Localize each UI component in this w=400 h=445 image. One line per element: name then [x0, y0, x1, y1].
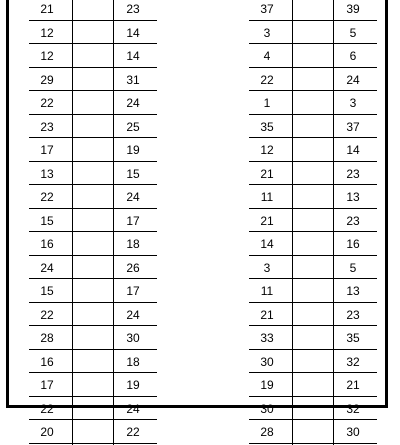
left-first-number: 15 [40, 284, 54, 298]
left-first-number: 20 [40, 425, 54, 439]
right-second-number: 13 [346, 284, 360, 298]
left-second-number: 30 [126, 331, 140, 345]
left-answer-box-column[interactable] [72, 0, 114, 445]
left-second-number: 19 [126, 143, 140, 157]
right-first-number: 21 [260, 213, 274, 228]
right-first-number: 11 [260, 190, 274, 204]
left-first-number: 16 [40, 237, 54, 251]
right-first-number: 11 [260, 284, 274, 298]
left-second-number: 18 [126, 354, 140, 369]
right-first-number: 1 [263, 96, 271, 110]
right-second-number: 13 [346, 190, 360, 204]
right-answer-box-column[interactable] [292, 0, 334, 445]
left-second-number: 23 [126, 2, 140, 16]
right-number-column [249, 0, 377, 444]
left-first-number: 23 [40, 119, 54, 134]
left-first-number: 24 [40, 260, 54, 275]
left-second-number: 18 [126, 237, 140, 251]
right-second-number: 30 [346, 425, 360, 439]
right-first-number: 3 [263, 260, 271, 275]
left-second-number: 15 [126, 166, 140, 181]
right-second-number: 6 [349, 49, 357, 63]
left-second-number: 24 [126, 190, 140, 204]
left-first-number: 12 [40, 49, 54, 63]
left-first-number: 28 [40, 331, 54, 345]
left-first-number: 21 [40, 2, 54, 16]
left-second-number: 24 [126, 401, 140, 416]
right-first-number: 14 [260, 237, 274, 251]
right-second-number: 14 [346, 143, 360, 157]
right-second-number: 32 [346, 401, 360, 416]
right-second-number: 23 [346, 166, 360, 181]
left-first-number: 22 [40, 401, 54, 416]
right-second-number: 23 [346, 213, 360, 228]
right-second-number: 3 [349, 96, 357, 110]
left-second-number: 22 [126, 425, 140, 439]
left-second-number: 14 [126, 25, 140, 40]
right-first-number: 12 [260, 143, 274, 157]
left-first-number: 12 [40, 25, 54, 40]
left-second-number: 25 [126, 119, 140, 134]
right-first-number: 30 [260, 401, 274, 416]
left-number-column [29, 0, 157, 444]
right-second-number: 5 [349, 260, 357, 275]
left-first-number: 29 [40, 72, 54, 87]
right-first-number: 21 [260, 307, 274, 322]
right-first-number: 21 [260, 166, 274, 181]
right-second-number: 21 [346, 378, 360, 392]
right-first-number: 22 [260, 72, 274, 87]
left-second-number: 17 [126, 213, 140, 228]
left-first-number: 13 [40, 166, 54, 181]
right-second-number: 35 [346, 331, 360, 345]
left-first-number: 17 [40, 378, 54, 392]
right-second-number: 32 [346, 354, 360, 369]
right-first-number: 19 [260, 378, 274, 392]
left-second-number: 19 [126, 378, 140, 392]
left-second-number: 31 [126, 72, 140, 87]
right-first-number: 4 [263, 49, 271, 63]
left-first-number: 22 [40, 190, 54, 204]
right-second-number: 23 [346, 307, 360, 322]
left-first-number: 16 [40, 354, 54, 369]
right-first-number: 30 [260, 354, 274, 369]
right-first-number: 3 [263, 25, 271, 40]
right-first-number: 33 [260, 331, 274, 345]
left-second-number: 26 [126, 260, 140, 275]
left-first-number: 17 [40, 143, 54, 157]
right-second-number: 24 [346, 72, 360, 87]
left-second-number: 24 [126, 307, 140, 322]
left-first-number: 22 [40, 96, 54, 110]
right-first-number: 35 [260, 119, 274, 134]
left-second-number: 17 [126, 284, 140, 298]
right-second-number: 37 [346, 119, 360, 134]
right-second-number: 39 [346, 2, 360, 16]
left-second-number: 14 [126, 49, 140, 63]
right-first-number: 28 [260, 425, 274, 439]
left-second-number: 24 [126, 96, 140, 110]
right-second-number: 5 [349, 25, 357, 40]
left-first-number: 22 [40, 307, 54, 322]
right-first-number: 37 [260, 2, 274, 16]
left-first-number: 15 [40, 213, 54, 228]
worksheet-border [6, 0, 388, 439]
right-second-number: 16 [346, 237, 360, 251]
